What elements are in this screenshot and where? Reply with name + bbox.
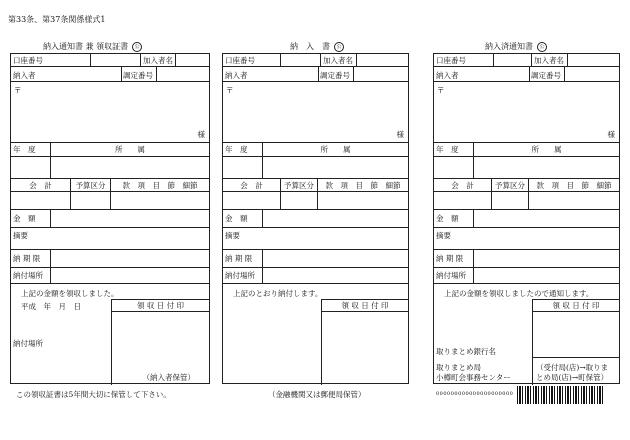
form1-items-field: [111, 192, 209, 209]
form1-budget-field: [71, 192, 111, 209]
form1-title: [43, 41, 142, 52]
form3-bank-label: 取りまとめ銀行名: [436, 347, 496, 356]
form1-survey-no-label: 調定番号: [123, 71, 153, 80]
form1-department-label: 所 属: [115, 145, 145, 154]
form3-subscriber-field[interactable]: [568, 54, 619, 66]
form2-year-label: 年 度: [223, 143, 263, 156]
form3-receipt-stamp-box: [532, 299, 619, 385]
form3-items-field: [529, 192, 619, 209]
form3-account-no-field[interactable]: [494, 54, 532, 66]
form2-statement: 上記のとおり納付します。: [233, 289, 323, 298]
form3-year-field[interactable]: [434, 157, 474, 178]
form3-title: [485, 41, 547, 52]
form3-department-field[interactable]: [474, 157, 619, 178]
form3-postal-icon: 〒: [437, 86, 445, 95]
form3-statement: 上記の金額を領収しましたので通知します。: [444, 289, 594, 298]
form1-items-label: 款 項 目 節 細節: [122, 180, 198, 190]
form2-payment-place-field[interactable]: [263, 268, 408, 283]
form1-postal-icon: 〒: [14, 86, 22, 95]
form3-accounting-field: [434, 192, 492, 209]
form2-receipt-stamp-box: [321, 299, 408, 385]
form2-accounting-label: 会 計: [223, 179, 281, 191]
form2-subscriber-label: 加入者名: [321, 54, 357, 66]
form3-year-label: 年 度: [434, 143, 474, 156]
form3-receipt-stamp-label: 領 収 日 付 印: [533, 300, 619, 312]
form1-stamp-icon: 公: [132, 42, 142, 52]
form2-payment-place-label: 納付場所: [223, 268, 263, 283]
form1-payment-place2: 納付場所: [13, 339, 43, 348]
form2-budget-label: 予算区分: [281, 179, 318, 191]
form2-summary-label: 摘要: [225, 231, 240, 240]
form1-statement: 上記の金額を領収しました。: [21, 289, 119, 298]
form2-amount-label: 金 額: [223, 210, 263, 227]
form3-accounting-label: 会 計: [434, 179, 492, 191]
form1-accounting-field: [11, 192, 71, 209]
form1-subscriber-field[interactable]: [176, 54, 209, 66]
form1-footnote: この領収証書は5年間大切に保管して下さい。: [16, 390, 171, 399]
form2-account-no-field[interactable]: [281, 54, 321, 66]
form1-budget-label: 予算区分: [71, 179, 111, 191]
form1-payment-place-field[interactable]: [51, 268, 209, 283]
page-header: 第33条、第37条関係様式1: [8, 15, 106, 24]
form2-stamp-icon: 公: [334, 42, 344, 52]
form2-subscriber-field[interactable]: [357, 54, 408, 66]
form1-receipt-stamp-box: [111, 299, 209, 385]
form1-date: 平成 年 月 日: [21, 302, 81, 311]
form2-budget-field: [281, 192, 318, 209]
form1-subscriber-label: 加入者名: [141, 54, 176, 66]
form2-items-label: 款 項 目 節 細節: [325, 180, 401, 190]
form3-route-note-1: （受付局(店)→取りま: [536, 363, 609, 372]
form3-route-note-2: とめ局(店)→町保管）: [536, 373, 609, 382]
form1-deadline-field[interactable]: [51, 250, 209, 267]
form3-stamp-icon: 公: [537, 42, 547, 52]
form3-items-label: 款 項 目 節 細節: [536, 180, 612, 190]
form1-department-field[interactable]: [51, 157, 209, 178]
form1-title-text: 納入通知書 兼 領収証書: [43, 42, 129, 51]
form2-payer-label: 納入者: [225, 71, 248, 80]
form2-year-field[interactable]: [223, 157, 263, 178]
form2-deadline-label: 納 期 限: [223, 250, 263, 267]
form1-year-label: 年 度: [11, 143, 51, 156]
form2-amount-field[interactable]: [263, 210, 408, 227]
form2-deadline-field[interactable]: [263, 250, 408, 267]
form1: [10, 53, 210, 384]
form3-deadline-field[interactable]: [474, 250, 619, 267]
form3-post-label-2: 小樽町会事務センター: [436, 373, 511, 382]
form3-amount-label: 金 額: [434, 210, 474, 227]
form2-items-field: [318, 192, 408, 209]
form2-title-text: 納 入 書: [290, 42, 330, 51]
form1-account-no-label: 口座番号: [11, 54, 91, 66]
form2-postal-icon: 〒: [226, 86, 234, 95]
form1-deadline-label: 納 期 限: [11, 250, 51, 267]
form3: [433, 53, 620, 384]
form2-survey-no-label: 調定番号: [320, 71, 350, 80]
form1-payer-label: 納入者: [13, 71, 36, 80]
form1-amount-label: 金 額: [11, 210, 51, 227]
form3-deadline-label: 納 期 限: [434, 250, 474, 267]
form3-survey-no-label: 調定番号: [531, 71, 561, 80]
form1-year-field[interactable]: [11, 157, 51, 178]
form2-account-no-label: 口座番号: [223, 54, 281, 66]
form1-receipt-stamp-label: 領 収 日 付 印: [112, 300, 209, 312]
form1-accounting-label: 会 計: [11, 179, 71, 191]
barcode-number: 000000000000000000000: [436, 391, 514, 397]
form2-department-field[interactable]: [263, 157, 408, 178]
form3-payment-place-field[interactable]: [474, 268, 619, 283]
form2-accounting-field: [223, 192, 281, 209]
form3-subscriber-label: 加入者名: [532, 54, 568, 66]
form2-title: [290, 41, 344, 52]
form3-post-label-1: 取りまとめ局: [436, 363, 481, 372]
form2-receipt-stamp-label: 領 収 日 付 印: [322, 300, 408, 312]
form3-account-no-label: 口座番号: [434, 54, 494, 66]
barcode-icon: [517, 386, 603, 404]
form1-amount-field[interactable]: [51, 210, 209, 227]
form3-amount-field[interactable]: [474, 210, 619, 227]
form2: [222, 53, 409, 384]
form1-keep-note: （納入者保管）: [142, 373, 195, 382]
form3-payment-place-label: 納付場所: [434, 268, 474, 283]
form2-department-label: 所 属: [320, 145, 351, 154]
form2-honorific: 様: [396, 130, 404, 139]
form3-honorific: 様: [607, 130, 615, 139]
form1-payment-place-label: 納付場所: [11, 268, 51, 283]
form1-summary-label: 摘要: [13, 231, 28, 240]
form3-budget-label: 予算区分: [492, 179, 529, 191]
form1-honorific: 様: [197, 130, 205, 139]
form3-title-text: 納入済通知書: [485, 42, 533, 51]
form3-department-label: 所 属: [531, 145, 562, 154]
form3-budget-field: [492, 192, 529, 209]
form1-account-no-field[interactable]: [91, 54, 141, 66]
form2-footnote: （金融機関又は郵便局保管）: [268, 390, 366, 399]
form3-payer-label: 納入者: [436, 71, 459, 80]
form3-summary-label: 摘要: [436, 231, 451, 240]
